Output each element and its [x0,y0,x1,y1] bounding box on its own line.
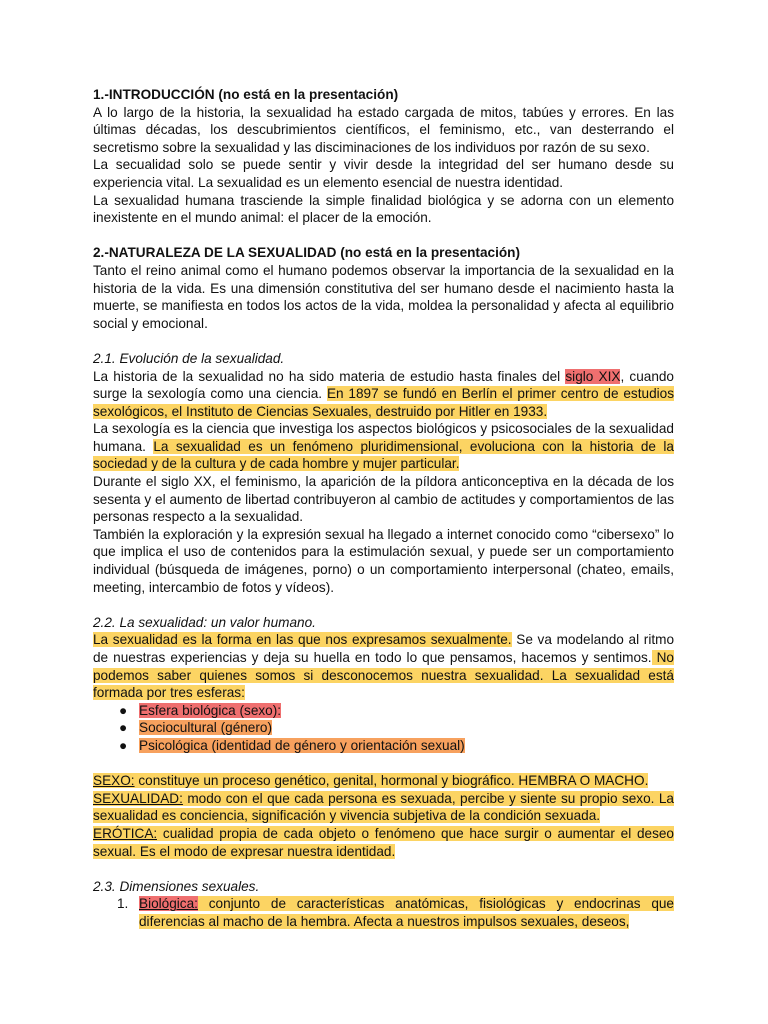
list-number: 1. [117,896,129,912]
naturaleza-paragraph: Tanto el reino animal como el humano podemos observar la importancia de la sexualidad en la historia de la vida. Es una dimensión constitutiva del ser humano desde el nacimiento hasta la muerte, se manifiesta en todos los actos de la vida, moldea la personalidad y afecta al equilibrio social y emocional. [93,262,674,331]
spacer [93,596,674,614]
term-text: constituye un proceso genético, genital, hormonal y biográfico. HEMBRA O MACHO. [134,773,649,789]
bullet-icon: ● [119,702,128,718]
list-item [119,702,674,720]
dimensiones-list [93,895,674,930]
spacer [93,227,674,245]
spacer [93,860,674,878]
text-run: La sexología es la ciencia que investiga los aspectos biológicos y psicosociales de la sexualidad humana. [93,421,674,454]
term-label: SEXUALIDAD: [93,790,183,806]
term-text: conjunto de características anatómicas, fisiológicas y endocrinas que diferencias al macho de la hembra. Afecta a nuestros impulsos sexuales, deseos, [139,896,674,929]
list-item-text: Psicológica (identidad de género y orientación sexual) [139,737,465,753]
subsection-2-3-title: 2.3. Dimensiones sexuales. [93,878,260,894]
esferas-list [93,702,674,755]
term-text: cualidad propia de cada objeto o fenómeno que hace surgir o aumentar el deseo sexual. Es el modo de expresar nuestra identidad. [93,825,674,859]
list-item [119,895,674,930]
evolucion-paragraph-1 [93,368,674,421]
section-2-title: 2.-NATURALEZA DE LA SEXUALIDAD (no está en la presentación) [93,245,520,261]
intro-paragraph-2: La secualidad solo se puede sentir y vivir desde la integridad del ser humano desde su experiencia vital. La sexualidad es un elemento esencial de nuestra identidad. [93,157,674,190]
highlight-berlin: En 1897 se fundó en Berlín el primer centro de estudios sexológicos, el Instituto de Ciencias Sexuales, destruido por Hitler en 1933. [93,386,675,419]
subsection-2-1-title: 2.1. Evolución de la sexualidad. [93,350,285,366]
section-1-title: 1.-INTRODUCCIÓN (no está en la presentación) [93,87,399,102]
evolucion-paragraph-3: Durante el siglo XX, el feminismo, la aparición de la píldora anticonceptiva en la década de los sesenta y el aumento de libertad contribuyeron al cambio de actitudes y comportamientos de las personas respecto a la sexualidad. [93,474,674,525]
definicion-erotica [93,825,674,860]
list-item [119,719,674,737]
subsection-2-2-title: 2.2. La sexualidad: un valor humano. [93,614,316,630]
spacer [93,332,674,350]
text-run: , cuando surge la sexología como una ciencia. [93,368,674,402]
intro-paragraph-3: La sexualidad humana trasciende la simple finalidad biológica y se adorna con un elemento inexistente en el mundo animal: el placer de la emoción. [93,192,674,226]
definicion-sexo [93,772,674,790]
list-item-text: Sociocultural (género) [139,720,272,736]
bullet-icon: ● [119,720,128,736]
list-item-text: Esfera biológica (sexo): [139,702,282,718]
highlight-fenomeno: La sexualidad es un fenómeno pluridimensional, evoluciona con la historia de la sociedad y de la cultura y de cada hombre y mujer particular. [93,438,674,472]
term-label: SEXO: [93,773,135,789]
document-page [93,86,674,931]
highlight-forma: La sexualidad es la forma en las que nos expresamos sexualmente. [93,632,512,648]
term-text: modo con el que cada persona es sexuada, percibe y siente su propio sexo. La sexualidad es conciencia, significación y vivencia subjetiva de la condición sexuada. [93,790,674,824]
term-label: Biológica: [139,896,198,912]
definicion-sexualidad [93,790,674,825]
text-run: Se va modelando al ritmo de nuestras experiencias y deja su huella en todo lo que pensamos, hacemos y sentimos. [93,632,675,665]
evolucion-paragraph-4: También la exploración y la expresión sexual ha llegado a internet conocido como “cibersexo” lo que implica el uso de contenidos para la estimulación sexual, y puede ser un comportamiento individual (búsqueda de imágenes, porno) o un comportamiento interpersonal (chateo, emails, meeting, intercambio de fotos y vídeos). [93,526,674,595]
term-label: ERÓTICA: [93,825,158,841]
highlight-esferas: No podemos saber quienes somos si desconocemos nuestra sexualidad. La sexualidad está formada por tres esferas: [93,650,674,701]
evolucion-paragraph-2 [93,420,674,473]
spacer [93,755,674,773]
text-run: La historia de la sexualidad no ha sido materia de estudio hasta finales del [93,368,566,384]
list-item [119,737,674,755]
intro-paragraph-1: A lo largo de la historia, la sexualidad ha estado cargada de mitos, tabúes y errores. En las últimas décadas, los descubrimientos científicos, el feminismo, etc., van desterrando el secretismo sobre la sexualidad y las disciminaciones de los individuos por razón de su sexo. [93,104,674,155]
valor-paragraph [93,631,674,701]
highlight-siglo-xix: siglo XIX [565,368,621,384]
bullet-icon: ● [119,737,128,753]
